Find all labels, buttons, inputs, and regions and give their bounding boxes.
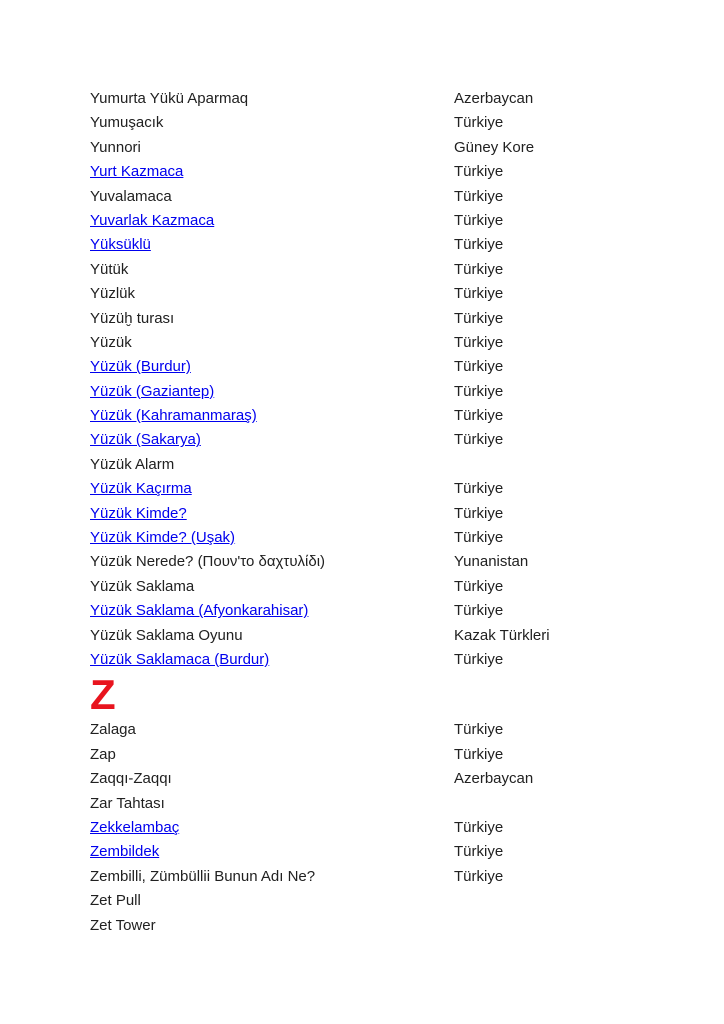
country-label: Türkiye — [454, 358, 504, 376]
list-row — [90, 575, 670, 599]
game-name: Yüzük — [90, 333, 132, 351]
list-row — [90, 233, 670, 257]
game-name-link[interactable]: Yüzük (Kahramanmaraş) — [90, 407, 257, 425]
country-label: Türkiye — [454, 650, 504, 668]
game-name: Zalaga — [90, 721, 136, 739]
game-name: Zaqqı-Zaqqı — [90, 770, 172, 788]
list-row — [90, 136, 670, 160]
game-name: Zet Pull — [90, 892, 141, 910]
country-label: Azerbaycan — [454, 770, 534, 788]
list-row — [90, 648, 670, 672]
list-row — [90, 185, 670, 209]
list-row — [90, 380, 670, 404]
game-name-link[interactable]: Yüzük Kimde? (Uşak) — [90, 529, 236, 547]
game-name: Yüzük Saklama Oyunu — [90, 626, 243, 644]
game-name-link[interactable]: Zekkelambaç — [90, 818, 180, 836]
country-label: Türkiye — [454, 818, 504, 836]
list-row — [90, 550, 670, 574]
country-label: Türkiye — [454, 187, 504, 205]
game-name-link[interactable]: Yüzük (Gaziantep) — [90, 382, 215, 400]
game-name: Yüzük Alarm — [90, 455, 175, 473]
country-label: Türkiye — [454, 721, 504, 739]
game-name-link[interactable]: Yüksüklü — [90, 236, 151, 254]
game-name: Yüzüḫ turası — [90, 309, 175, 327]
list-row — [90, 477, 670, 501]
country-label: Türkiye — [454, 309, 504, 327]
game-name: Yüzlük — [90, 285, 136, 303]
list-row — [90, 889, 670, 913]
country-label: Türkiye — [454, 431, 504, 449]
country-label: Türkiye — [454, 602, 504, 620]
country-label: Türkiye — [454, 285, 504, 303]
game-name: Yütük — [90, 260, 129, 278]
game-name: Yuvalamaca — [90, 187, 172, 205]
list-row — [90, 331, 670, 355]
game-country-list — [90, 87, 670, 938]
country-label: Türkiye — [454, 163, 504, 181]
list-row — [90, 209, 670, 233]
game-name-link[interactable]: Yüzük (Burdur) — [90, 358, 191, 376]
game-name: Zap — [90, 745, 116, 763]
country-label: Yunanistan — [454, 553, 529, 571]
game-name-link[interactable]: Yüzük Saklamaca (Burdur) — [90, 650, 270, 668]
game-name: Yüzük Saklama — [90, 577, 195, 595]
list-row — [90, 865, 670, 889]
country-label: Türkiye — [454, 867, 504, 885]
country-label: Türkiye — [454, 529, 504, 547]
country-label: Türkiye — [454, 236, 504, 254]
list-row — [90, 428, 670, 452]
list-row — [90, 355, 670, 379]
list-row — [90, 599, 670, 623]
list-row — [90, 307, 670, 331]
game-name-link[interactable]: Yurt Kazmaca — [90, 163, 184, 181]
country-label: Türkiye — [454, 382, 504, 400]
list-row — [90, 160, 670, 184]
list-row — [90, 914, 670, 938]
country-label: Türkiye — [454, 843, 504, 861]
country-label: Türkiye — [454, 504, 504, 522]
list-row — [90, 816, 670, 840]
country-label: Türkiye — [454, 211, 504, 229]
country-label: Kazak Türkleri — [454, 626, 550, 644]
game-name: Zet Tower — [90, 916, 156, 934]
list-row — [90, 258, 670, 282]
game-name-link[interactable]: Yüzük Saklama (Afyonkarahisar) — [90, 602, 309, 620]
list-row — [90, 111, 670, 135]
list-row — [90, 767, 670, 791]
list-row — [90, 526, 670, 550]
game-name-link[interactable]: Zembildek — [90, 843, 160, 861]
country-label: Azerbaycan — [454, 90, 534, 107]
game-name: Yüzük Nerede? (Πουν'το δαχτυλίδι) — [90, 553, 326, 571]
country-label: Türkiye — [454, 577, 504, 595]
country-label: Türkiye — [454, 480, 504, 498]
section-heading-z: Z — [90, 671, 117, 719]
list-row — [90, 743, 670, 767]
game-name: Yumuşacık — [90, 114, 164, 132]
country-label: Türkiye — [454, 260, 504, 278]
list-row — [90, 624, 670, 648]
list-row — [90, 453, 670, 477]
country-label: Güney Kore — [454, 138, 535, 156]
game-name-link[interactable]: Yüzük Kimde? — [90, 504, 187, 522]
game-name-link[interactable]: Yuvarlak Kazmaca — [90, 211, 215, 229]
country-label: Türkiye — [454, 745, 504, 763]
game-name: Zar Tahtası — [90, 794, 165, 812]
country-label: Türkiye — [454, 114, 504, 132]
country-label: Türkiye — [454, 333, 504, 351]
game-name: Yumurta Yükü Aparmaq — [90, 90, 249, 107]
list-row — [90, 502, 670, 526]
game-name-link[interactable]: Yüzük (Sakarya) — [90, 431, 201, 449]
list-row — [90, 87, 670, 111]
list-row — [90, 282, 670, 306]
country-label: Türkiye — [454, 407, 504, 425]
game-name: Yunnori — [90, 138, 141, 156]
list-row — [90, 840, 670, 864]
game-name: Zembilli, Zümbüllii Bunun Adı Ne? — [90, 867, 316, 885]
list-row — [90, 792, 670, 816]
list-row — [90, 718, 670, 742]
game-name-link[interactable]: Yüzük Kaçırma — [90, 480, 192, 498]
list-row — [90, 404, 670, 428]
